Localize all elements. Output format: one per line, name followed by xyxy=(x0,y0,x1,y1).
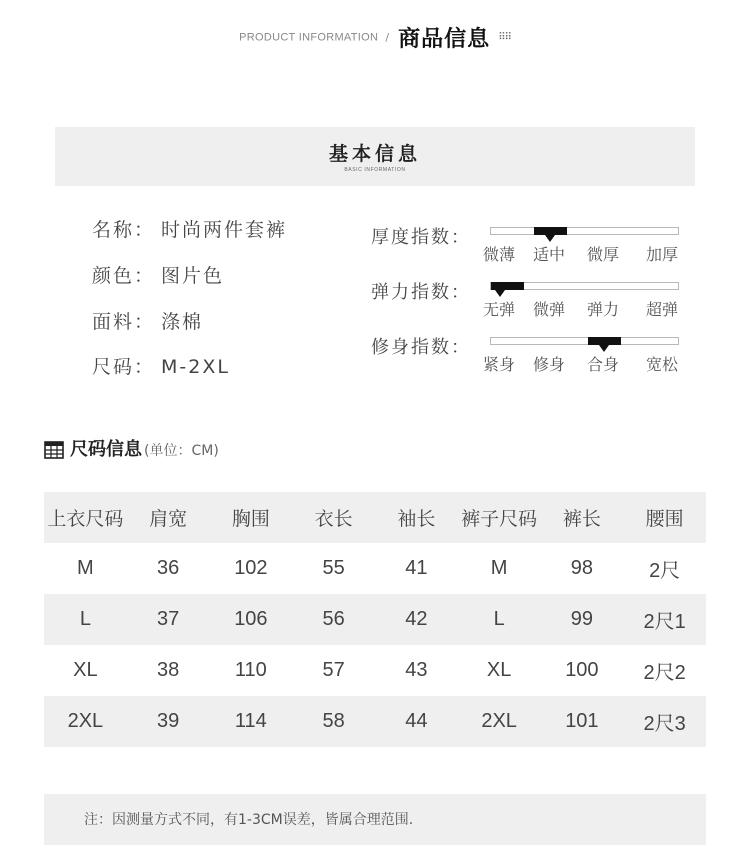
fit-index-label: 修身指数： xyxy=(371,337,471,358)
table-cell: XL xyxy=(73,659,98,681)
table-cell: 99 xyxy=(541,594,624,645)
table-header-cell: 裤长 xyxy=(541,492,624,543)
attr-value: 时尚两件套裤 xyxy=(161,219,288,241)
measurement-note-text: 注：因测量方式不同，有1-3CM误差，皆属合理范围. xyxy=(84,812,414,828)
table-cell: 98 xyxy=(570,557,593,579)
thickness-option: 加厚 xyxy=(646,245,679,264)
size-table xyxy=(44,492,706,747)
table-cell: M xyxy=(490,557,508,579)
elasticity-option: 微弹 xyxy=(533,300,566,319)
fit-option: 合身 xyxy=(587,355,620,374)
thickness-option: 微厚 xyxy=(587,245,620,264)
size-info-unit: (单位：CM) xyxy=(144,443,219,459)
product-info-header xyxy=(0,22,750,53)
table-cell: XL xyxy=(486,659,512,681)
table-header-cell: 胸围 xyxy=(210,492,293,543)
thickness-option: 微薄 xyxy=(483,245,516,264)
table-header-cell: 上衣尺码 xyxy=(44,492,127,543)
table-header-cell: 腰围 xyxy=(623,492,706,543)
header-cn-title: 商品信息 xyxy=(398,27,491,52)
elasticity-index-marker-icon xyxy=(495,290,505,297)
elasticity-index-fill xyxy=(491,282,524,290)
table-cell: 101 xyxy=(541,696,624,747)
thickness-index-bar xyxy=(490,227,679,235)
attr-label: 名称： xyxy=(92,219,156,241)
table-cell: 38 xyxy=(157,659,180,681)
attr-size xyxy=(92,352,230,379)
table-cell: 36 xyxy=(157,557,180,579)
attr-value: 图片色 xyxy=(161,265,225,287)
table-header-cell: 裤子尺码 xyxy=(458,492,541,543)
ruler-table-icon xyxy=(44,441,64,459)
thickness-index-label: 厚度指数： xyxy=(371,227,471,248)
table-cell: 2尺2 xyxy=(643,662,686,684)
table-cell: 43 xyxy=(405,659,428,681)
attr-name xyxy=(92,215,287,242)
table-row xyxy=(44,594,706,645)
basic-info-title: 基本信息 xyxy=(328,143,421,165)
table-cell: 2尺3 xyxy=(623,696,706,747)
table-cell: 106 xyxy=(210,594,293,645)
fit-option: 修身 xyxy=(533,355,566,374)
table-cell: L xyxy=(458,594,541,645)
table-cell: 37 xyxy=(127,594,210,645)
elasticity-index-bar xyxy=(490,282,679,290)
basic-info-subtitle: BASIC INFORMATION xyxy=(344,167,406,173)
table-header-cell: 袖长 xyxy=(375,492,458,543)
table-cell: 102 xyxy=(234,557,268,579)
table-cell: 2XL xyxy=(458,696,541,747)
fit-option: 宽松 xyxy=(646,355,679,374)
header-separator: / xyxy=(385,31,390,44)
table-cell: 2尺 xyxy=(649,560,681,582)
table-cell: L xyxy=(44,594,127,645)
table-cell: 2尺1 xyxy=(623,594,706,645)
table-cell: 110 xyxy=(234,659,267,681)
fit-index-bar xyxy=(490,337,679,345)
table-cell: 114 xyxy=(210,696,293,747)
table-row xyxy=(44,543,706,594)
table-cell: 42 xyxy=(375,594,458,645)
table-header-cell: 衣长 xyxy=(292,492,375,543)
thickness-option: 适中 xyxy=(533,245,566,264)
attr-fabric xyxy=(92,307,203,334)
attr-label: 颜色： xyxy=(92,265,156,287)
table-cell: M xyxy=(77,557,94,579)
size-info-title xyxy=(44,435,219,461)
table-cell: 58 xyxy=(292,696,375,747)
table-cell: 44 xyxy=(375,696,458,747)
table-header-row xyxy=(44,492,706,543)
attr-color xyxy=(92,261,224,288)
elasticity-option: 超弹 xyxy=(646,300,679,319)
measurement-note xyxy=(44,794,706,845)
table-header-cell: 肩宽 xyxy=(127,492,210,543)
table-cell: 56 xyxy=(292,594,375,645)
table-cell: 57 xyxy=(322,659,345,681)
basic-info-banner xyxy=(55,127,695,186)
table-row xyxy=(44,696,706,747)
elasticity-index-label: 弹力指数： xyxy=(371,282,471,303)
thickness-index-fill xyxy=(534,227,567,235)
table-cell: 2XL xyxy=(44,696,127,747)
attr-value: M-2XL xyxy=(161,356,230,378)
table-cell: 100 xyxy=(565,659,599,681)
elasticity-option: 弹力 xyxy=(587,300,620,319)
table-row xyxy=(44,645,706,696)
attr-label: 尺码： xyxy=(92,356,156,378)
thickness-index-marker-icon xyxy=(545,235,555,242)
fit-index-fill xyxy=(588,337,621,345)
attr-label: 面料： xyxy=(92,311,156,333)
fit-index-marker-icon xyxy=(599,345,609,352)
table-cell: 39 xyxy=(127,696,210,747)
fit-option: 紧身 xyxy=(483,355,516,374)
attr-value: 涤棉 xyxy=(161,311,204,333)
header-dots-icon: ⠿⠿ xyxy=(498,32,511,43)
header-en-title: PRODUCT INFORMATION xyxy=(239,31,379,44)
size-info-title-text: 尺码信息 xyxy=(70,439,142,460)
table-cell: 41 xyxy=(405,557,428,579)
elasticity-option: 无弹 xyxy=(483,300,516,319)
table-cell: 55 xyxy=(322,557,345,579)
